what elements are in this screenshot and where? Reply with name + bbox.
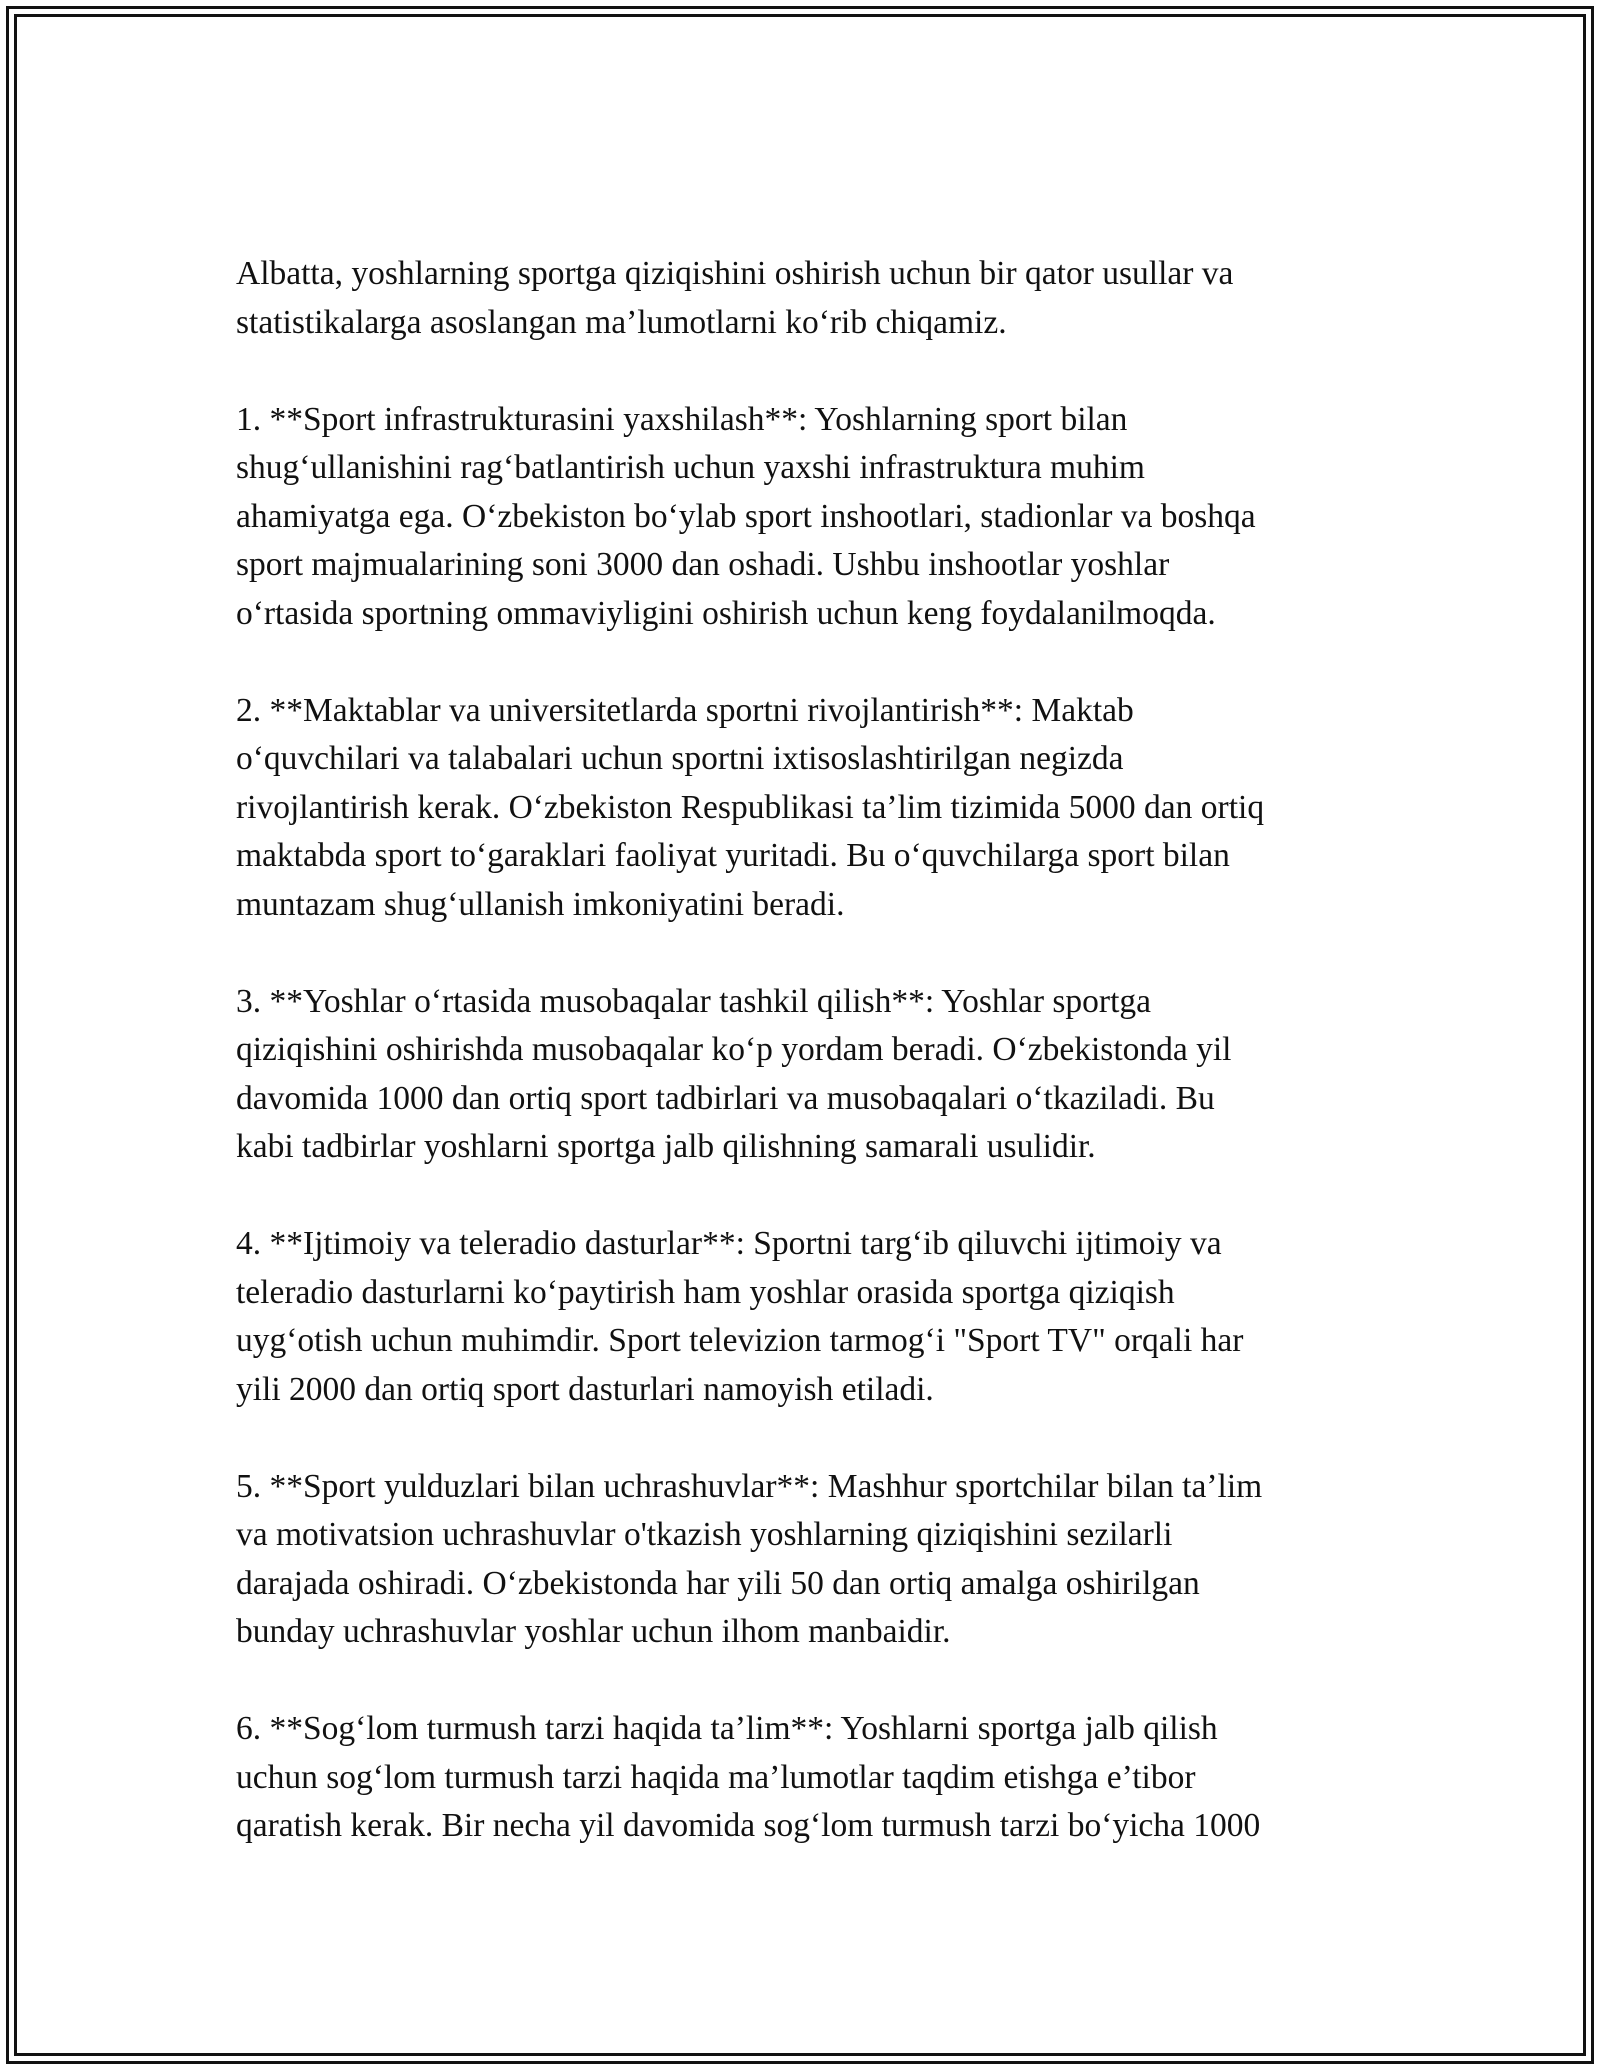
- paragraph-spacer: [236, 638, 1366, 687]
- intro-paragraph: Albatta, yoshlarning sportga qiziqishini oshirish uchun bir qator usullar va statistikalarga asoslangan ma’lumotlarni ko‘rib chiqamiz.: [236, 255, 1234, 341]
- document-body: [236, 250, 1366, 1851]
- paragraph-spacer: [236, 1414, 1366, 1463]
- paragraph-spacer: [236, 347, 1366, 396]
- list-item-4: 4. **Ijtimoiy va teleradio dasturlar**: Sportni targ‘ib qiluvchi ijtimoiy va teleradio dasturlarni ko‘paytirish ham yoshlar orasida sportga qiziqish uyg‘otish uchun muhimdir. Sport televizion tarmog‘i "Sport TV" orqali har yili 2000 dan ortiq sport dasturlari namoyish etiladi.: [236, 1225, 1244, 1408]
- paragraph-spacer: [236, 929, 1366, 978]
- list-item-3: 3. **Yoshlar o‘rtasida musobaqalar tashkil qilish**: Yoshlar sportga qiziqishini oshirishda musobaqalar ko‘p yordam beradi. O‘zbekistonda yil davomida 1000 dan ortiq sport tadbirlari va musobaqalari o‘tkaziladi. Bu kabi tadbirlar yoshlarni sportga jalb qilishning samarali usulidir.: [236, 982, 1232, 1165]
- list-item-2: 2. **Maktablar va universitetlarda sportni rivojlantirish**: Maktab o‘quvchilari va talabalari uchun sportni ixtisoslashtirilgan negizda rivojlantirish kerak. O‘zbekiston Respublikasi ta’lim tizimida 5000 dan ortiq maktabda sport to‘garaklari faoliyat yuritadi. Bu o‘quvchilarga sport bilan muntazam shug‘ullanish imkoniyatini beradi.: [236, 691, 1265, 923]
- list-item-1: 1. **Sport infrastrukturasini yaxshilash**: Yoshlarning sport bilan shug‘ullanishini rag‘batlantirish uchun yaxshi infrastruktura muhim ahamiyatga ega. O‘zbekiston bo‘ylab sport inshootlari, stadionlar va boshqa sport majmualarining soni 3000 dan oshadi. Ushbu inshootlar yoshlar o‘rtasida sportning ommaviyligini oshirish uchun keng foydalanilmoqda.: [236, 400, 1256, 632]
- list-item-5: 5. **Sport yulduzlari bilan uchrashuvlar**: Mashhur sportchilar bilan ta’lim va motivatsion uchrashuvlar o'tkazish yoshlarning qiziqishini sezilarli darajada oshiradi. O‘zbekistonda har yili 50 dan ortiq amalga oshirilgan bunday uchrashuvlar yoshlar uchun ilhom manbaidir.: [236, 1467, 1263, 1650]
- list-item-6: 6. **Sog‘lom turmush tarzi haqida ta’lim**: Yoshlarni sportga jalb qilish uchun sog‘lom turmush tarzi haqida ma’lumotlar taqdim etishga e’tibor qaratish kerak. Bir necha yil davomida sog‘lom turmush tarzi bo‘yicha 1000: [236, 1710, 1261, 1844]
- paragraph-spacer: [236, 1172, 1366, 1221]
- paragraph-spacer: [236, 1657, 1366, 1706]
